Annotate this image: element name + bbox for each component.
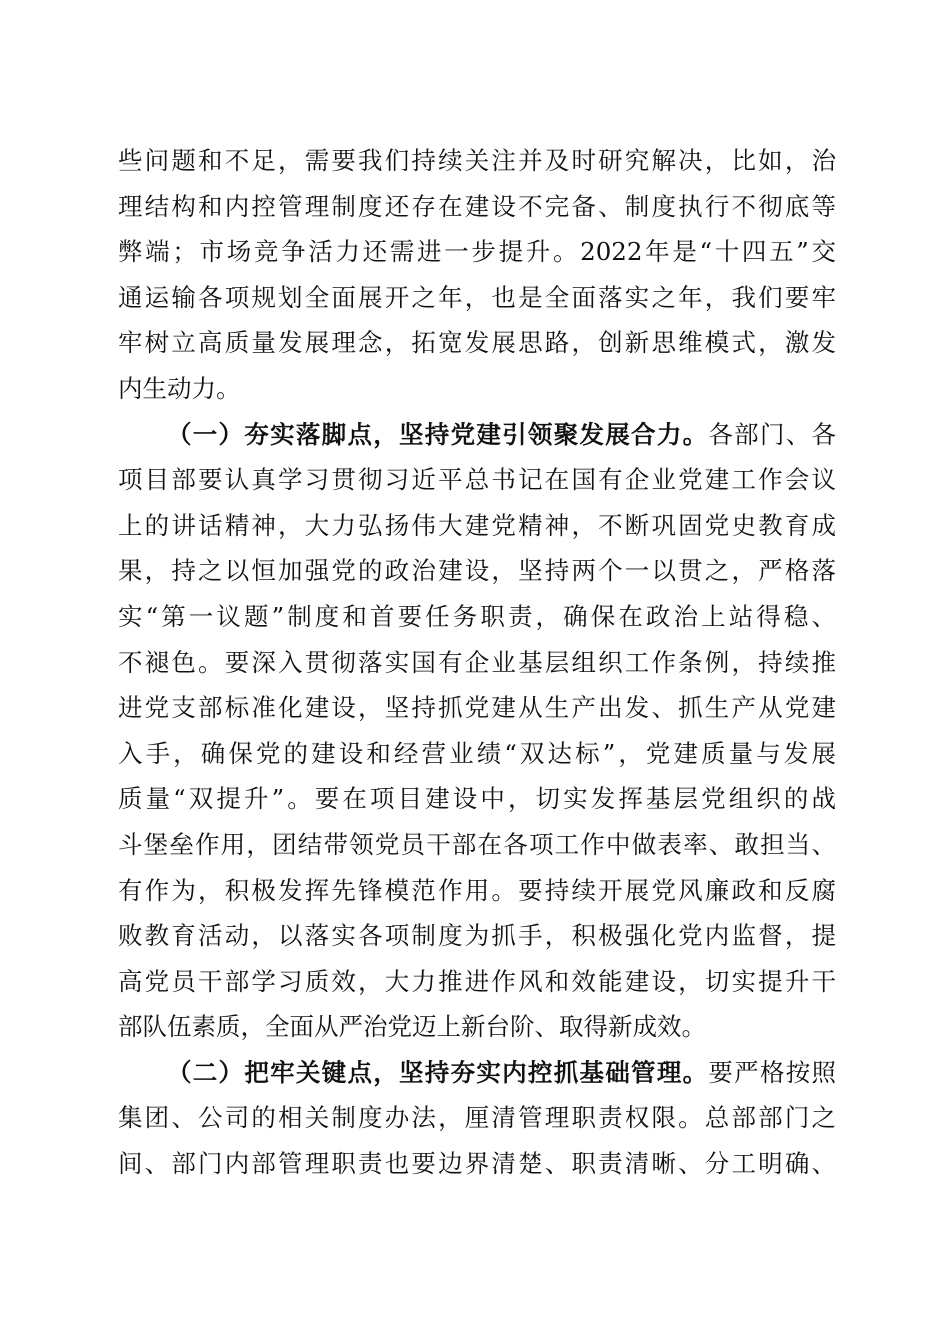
- body-line: 内生动力。: [118, 373, 241, 403]
- section-1-line: 入手，确保党的建设和经营业绩“双达标”，党建质量与发展: [118, 738, 836, 768]
- body-line: 通运输各项规划全面展开之年，也是全面落实之年，我们要牢: [118, 282, 836, 312]
- section-1-line: 部队伍素质，全面从严治党迈上新台阶、取得新成效。: [118, 1012, 706, 1042]
- section-1-first-line: [118, 412, 836, 458]
- section-1-line: 上的讲话精神，大力弘扬伟大建党精神，不断巩固党史教育成: [118, 510, 836, 540]
- section-2-line: 间、部门内部管理职责也要边界清楚、职责清晰、分工明确、: [118, 1149, 836, 1179]
- body-line: 理结构和内控管理制度还存在建设不完备、制度执行不彻底等: [118, 191, 836, 221]
- section-1-line: 有作为，积极发挥先锋模范作用。要持续开展党风廉政和反腐: [118, 875, 836, 905]
- document-body: [118, 138, 836, 1187]
- section-1-line: 高党员干部学习质效，大力推进作风和效能建设，切实提升干: [118, 966, 836, 996]
- body-line: 些问题和不足，需要我们持续关注并及时研究解决，比如，治: [118, 146, 836, 175]
- section-1-line: 质量“双提升”。要在项目建设中，切实发挥基层党组织的战: [118, 784, 836, 814]
- body-line: 牢树立高质量发展理念，拓宽发展思路，创新思维模式，激发: [118, 328, 836, 358]
- section-1-line: 败教育活动，以落实各项制度为抓手，积极强化党内监督，提: [118, 921, 836, 951]
- section-1-line: 果，持之以恒加强党的政治建设，坚持两个一以贯之，严格落: [118, 556, 836, 586]
- section-2-line: 集团、公司的相关制度办法，厘清管理职责权限。总部部门之: [118, 1103, 836, 1133]
- section-2-first-line: [118, 1050, 836, 1096]
- section-2-heading: （二）把牢关键点，坚持夯实内控抓基础管理。: [167, 1057, 709, 1087]
- section-1-line: 项目部要认真学习贯彻习近平总书记在国有企业党建工作会议: [118, 465, 836, 495]
- section-1-line: 不褪色。要深入贯彻落实国有企业基层组织工作条例，持续推: [118, 647, 836, 677]
- body-line: 弊端；市场竞争活力还需进一步提升。2022年是“十四五”交: [118, 237, 836, 267]
- section-1-line: 进党支部标准化建设，坚持抓党建从生产出发、抓生产从党建: [118, 693, 836, 723]
- section-1-line: 斗堡垒作用，团结带领党员干部在各项工作中做表率、敢担当、: [118, 829, 836, 859]
- section-1-line: 实“第一议题”制度和首要任务职责，确保在政治上站得稳、: [118, 601, 836, 631]
- section-1-heading: （一）夯实落脚点，坚持党建引领聚发展合力。: [167, 419, 709, 449]
- section-1-first-line-text: 各部门、各: [708, 419, 836, 449]
- section-2-first-line-text: 要严格按照: [708, 1057, 836, 1087]
